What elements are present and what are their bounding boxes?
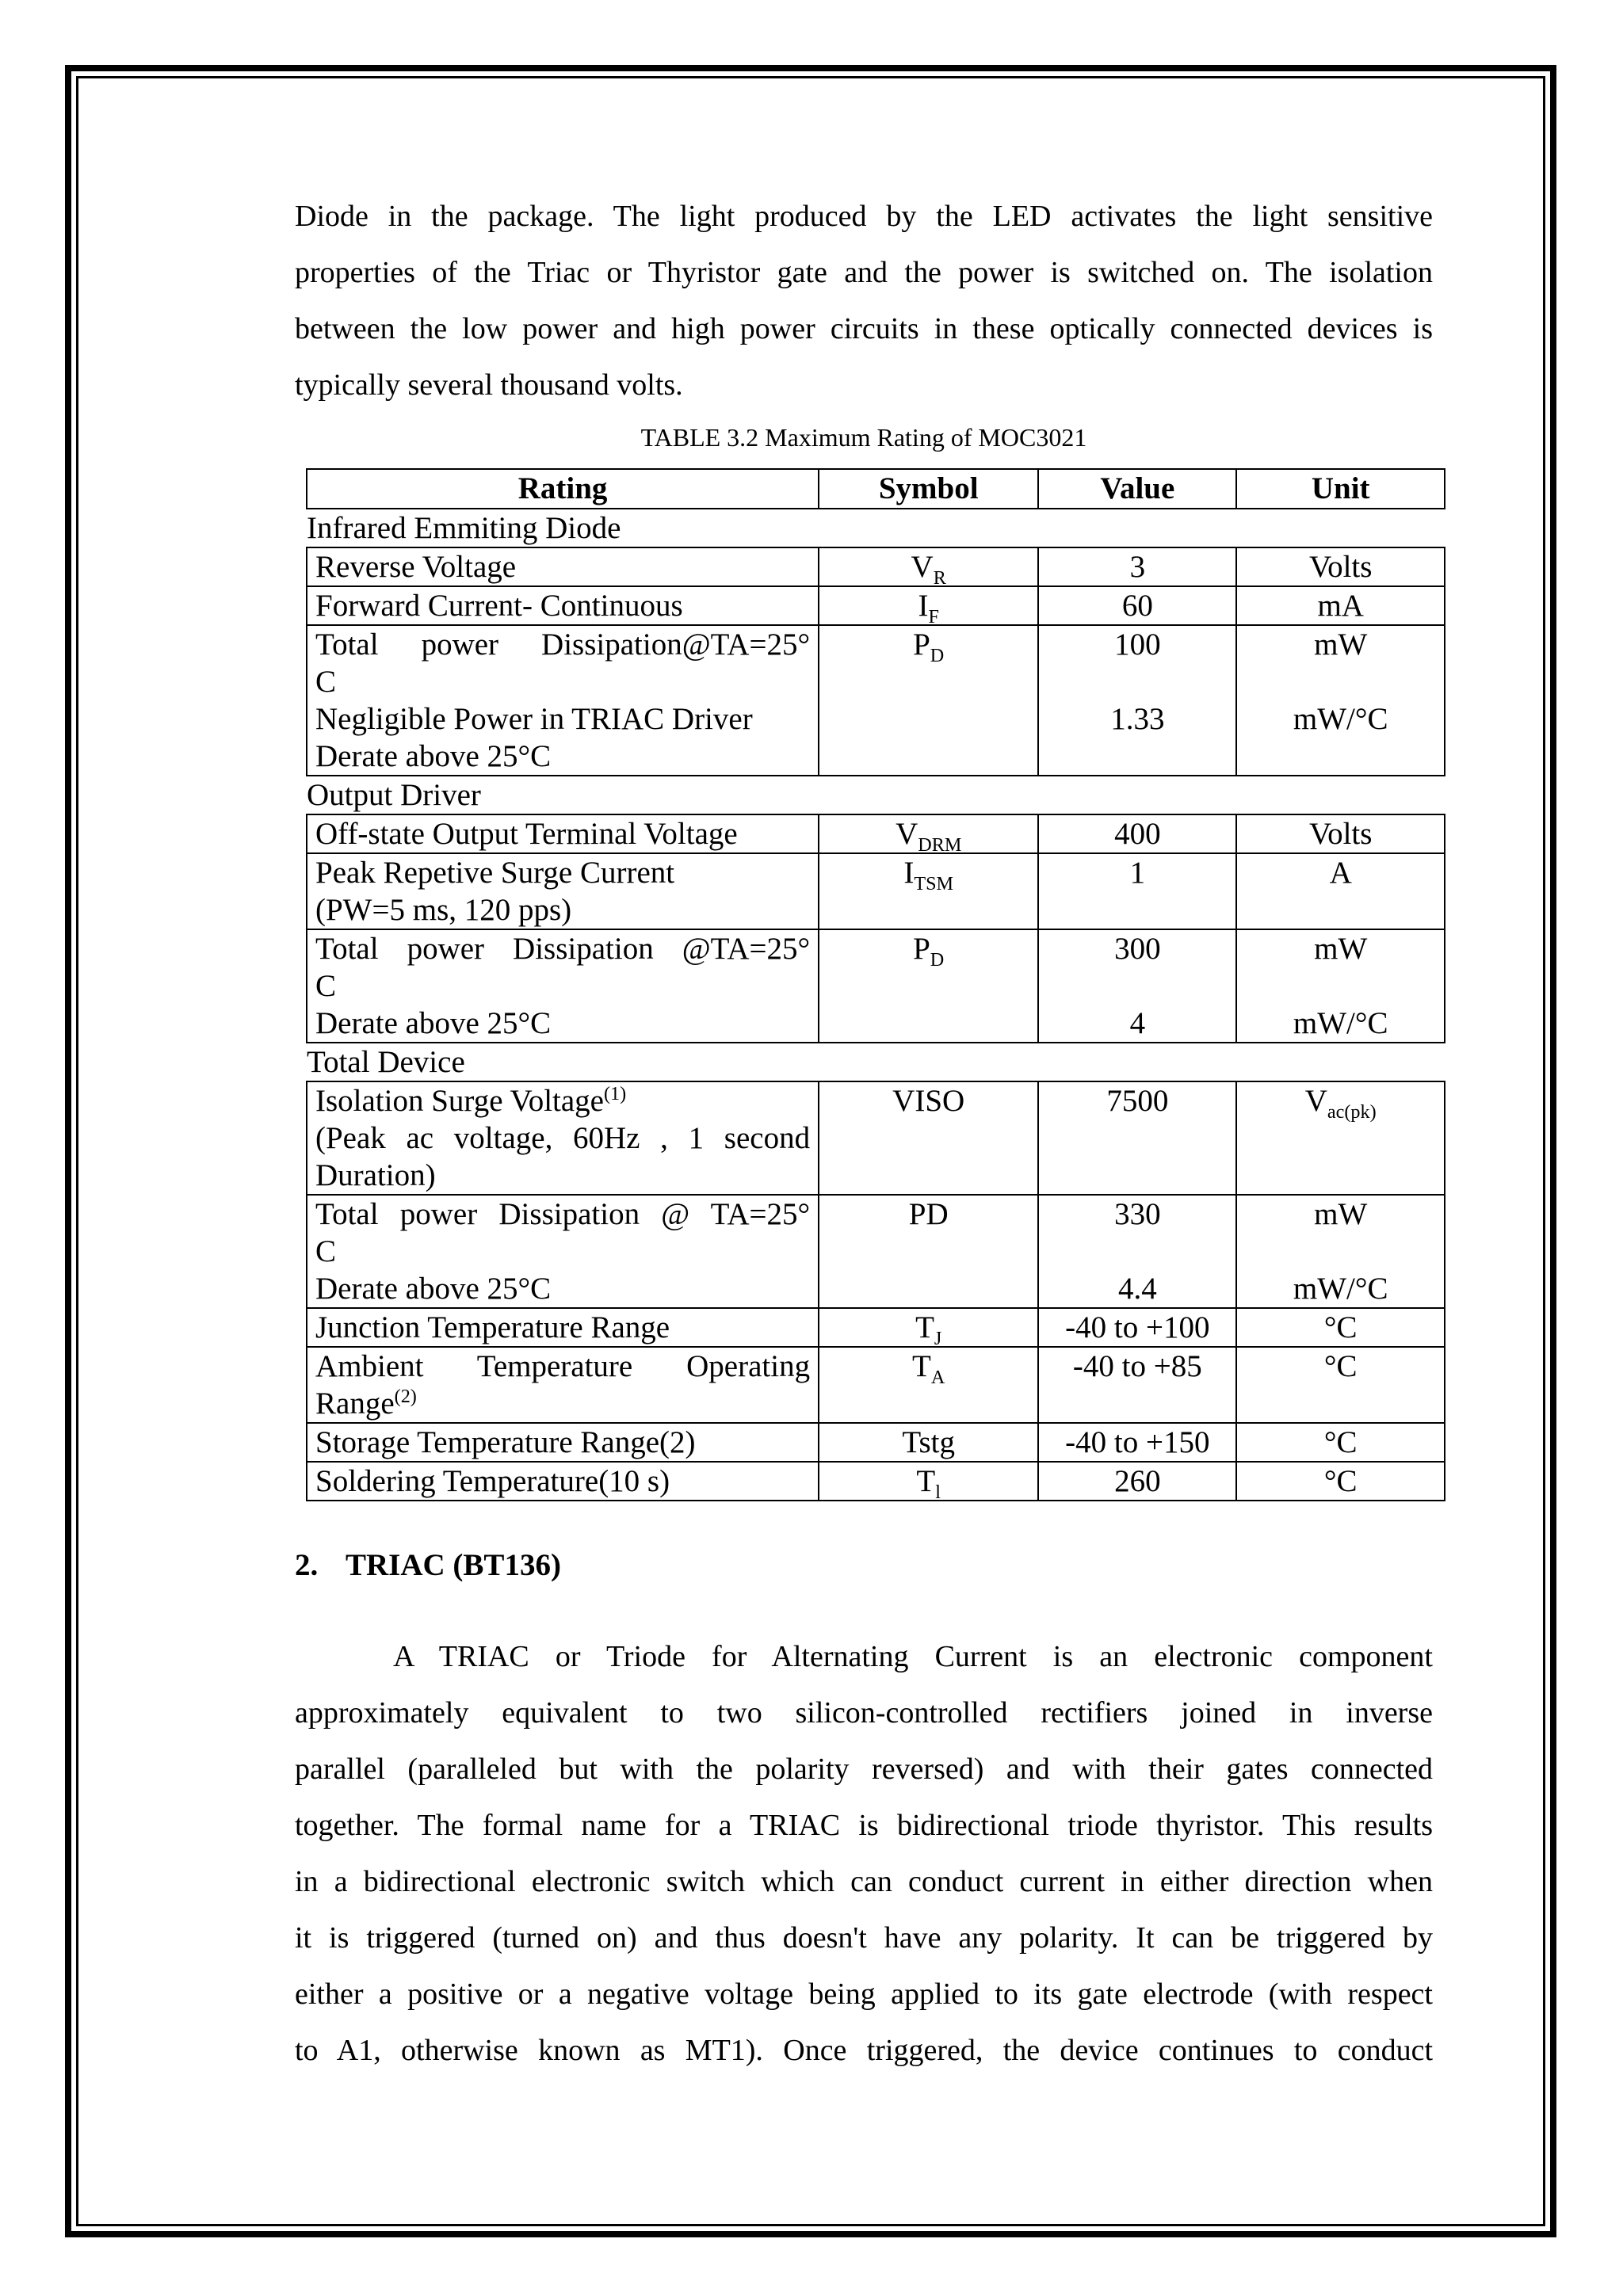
cell-rating: [307, 625, 819, 776]
cell-value: [1038, 1462, 1236, 1501]
symbol-text: Tstg: [902, 1425, 955, 1459]
rating-text: C: [315, 1234, 337, 1268]
value-text: [1047, 1119, 1228, 1157]
unit-line: [1245, 1196, 1436, 1233]
unit-text: °C: [1323, 1349, 1358, 1383]
symbol-subscript: TSM: [914, 872, 954, 894]
value-text: 4.4: [1117, 1272, 1157, 1306]
cell-unit: [1236, 1081, 1445, 1195]
cell-unit: [1236, 814, 1445, 853]
body-line: together. The formal name for a TRIAC is bidirectional triode thyristor. This results: [295, 1809, 1433, 1842]
body-line: A TRIAC or Triode for Alternating Current is an electronic component: [393, 1640, 1433, 1673]
value-text: -40 to +150: [1065, 1425, 1210, 1459]
table-group-title: Infrared Emmiting Diode: [307, 511, 621, 545]
unit-text: °C: [1323, 1310, 1358, 1344]
cell-unit: [1236, 1462, 1445, 1501]
cell-symbol: [819, 547, 1038, 589]
symbol-subscript: D: [930, 644, 945, 666]
rating-text: Total power Dissipation @ TA=25°: [315, 1197, 811, 1231]
cell-rating: [307, 929, 819, 1043]
cell-value: [1038, 1195, 1236, 1308]
symbol-text: PD: [908, 1197, 949, 1231]
rating-line: [315, 663, 810, 700]
unit-line: [1245, 1348, 1436, 1385]
table-row: [307, 929, 1445, 1043]
unit-line: [1245, 815, 1436, 852]
rating-text: Storage Temperature Range(2): [315, 1425, 696, 1459]
value-text: 300: [1114, 932, 1161, 966]
rating-line: [315, 1005, 810, 1042]
unit-line: [1245, 1270, 1436, 1307]
symbol-text: VISO: [892, 1084, 965, 1118]
unit-line: [1245, 1157, 1436, 1194]
unit-line: [1245, 1309, 1436, 1346]
intro-line: typically several thousand volts.: [295, 368, 683, 402]
cell-symbol: [819, 853, 1038, 929]
unit-line: [1245, 1463, 1436, 1500]
value-text: [1047, 663, 1228, 700]
unit-line: [1245, 548, 1436, 585]
cell-symbol: [819, 929, 1038, 1043]
table-caption: TABLE 3.2 Maximum Rating of MOC3021: [640, 423, 1087, 452]
rating-line: [315, 587, 810, 624]
unit-text: mW/°C: [1293, 1006, 1388, 1040]
unit-line: [1245, 1385, 1436, 1422]
unit-line: [1245, 967, 1436, 1005]
rating-text: Total power Dissipation@TA=25°: [315, 627, 811, 662]
table-row: [307, 1308, 1445, 1347]
body-line: either a positive or a negative voltage being applied to its gate electrode (with respect: [295, 1978, 1433, 2011]
table-group-row: [307, 509, 1445, 547]
intro-paragraph: [295, 189, 1433, 414]
unit-line: [1245, 1082, 1436, 1123]
table-row: [307, 1195, 1445, 1308]
rating-footnote: (2): [394, 1386, 417, 1407]
rating-line: [315, 700, 810, 738]
cell-value: [1038, 547, 1236, 586]
rating-text: Duration): [315, 1158, 436, 1192]
rating-text: Peak Repetive Surge Current: [315, 856, 675, 890]
cell-unit: [1236, 586, 1445, 625]
table-row: [307, 1462, 1445, 1501]
unit-text: °C: [1323, 1464, 1358, 1498]
value-text: [1047, 891, 1228, 929]
cell-rating: [307, 547, 819, 586]
intro-line: between the low power and high power circuits in these optically connected devices is: [295, 312, 1433, 345]
symbol-text: P: [913, 932, 930, 966]
symbol-text: T: [915, 1310, 934, 1344]
body-line: to A1, otherwise known as MT1). Once triggered, the device continues to conduct: [295, 2034, 1433, 2067]
symbol-text: I: [903, 856, 915, 890]
unit-text: mW: [1314, 627, 1368, 662]
cell-unit: [1236, 1195, 1445, 1308]
rating-text: Reverse Voltage: [315, 550, 517, 584]
unit-text: °C: [1323, 1425, 1358, 1459]
unit-line: [1245, 930, 1436, 967]
rating-line: [315, 1196, 810, 1233]
unit-text: mW/°C: [1293, 702, 1388, 736]
rating-text: Derate above 25°C: [315, 739, 552, 773]
value-text: -40 to +85: [1072, 1349, 1202, 1383]
unit-line: [1245, 1424, 1436, 1461]
rating-line: [315, 1157, 810, 1194]
cell-value: [1038, 586, 1236, 625]
rating-line: [315, 1385, 810, 1422]
cell-symbol: [819, 625, 1038, 776]
rating-text: (PW=5 ms, 120 pps): [315, 893, 572, 927]
header-unit: Unit: [1236, 469, 1445, 509]
symbol-subscript: J: [934, 1327, 942, 1349]
value-text: [1047, 1157, 1228, 1194]
cell-unit: [1236, 1308, 1445, 1347]
value-text: 1.33: [1110, 702, 1165, 736]
rating-line: [315, 967, 810, 1005]
rating-text: Total power Dissipation @TA=25°: [315, 932, 811, 966]
unit-line: [1245, 1005, 1436, 1042]
unit-text: mW/°C: [1293, 1272, 1388, 1306]
value-text: 60: [1121, 589, 1153, 623]
table-body: [307, 509, 1445, 1501]
rating-text: Derate above 25°C: [315, 1006, 552, 1040]
rating-text: Derate above 25°C: [315, 1272, 552, 1306]
body-line: approximately equivalent to two silicon-controlled rectifiers joined in inverse: [295, 1696, 1433, 1730]
symbol-text: I: [918, 589, 929, 623]
unit-text: A: [1329, 856, 1352, 890]
ratings-table: [306, 468, 1445, 1501]
table-header-row: [307, 469, 1445, 509]
cell-symbol: [819, 1462, 1038, 1501]
cell-rating: [307, 853, 819, 929]
unit-line: [1245, 1233, 1436, 1270]
rating-line: [315, 930, 810, 967]
unit-line: [1245, 663, 1436, 700]
cell-value: [1038, 1308, 1236, 1347]
unit-line: [1245, 587, 1436, 624]
unit-text: V: [1304, 1084, 1327, 1118]
symbol-text: V: [911, 550, 934, 584]
rating-text: Forward Current- Continuous: [315, 589, 683, 623]
symbol-subscript: A: [930, 1366, 945, 1388]
value-text: [1047, 1233, 1228, 1270]
unit-text: mW: [1314, 1197, 1368, 1231]
cell-rating: [307, 1308, 819, 1347]
unit-text: mA: [1317, 589, 1364, 623]
value-text: 400: [1114, 817, 1161, 851]
section-number: 2.: [295, 1548, 319, 1582]
value-text: [1047, 1385, 1228, 1422]
cell-unit: [1236, 853, 1445, 929]
symbol-subscript: DRM: [918, 833, 962, 856]
rating-text: (Peak ac voltage, 60Hz , 1 second: [315, 1121, 811, 1155]
rating-line: [315, 1309, 810, 1346]
value-text: [1047, 738, 1228, 775]
table-row: [307, 586, 1445, 625]
cell-rating: [307, 586, 819, 625]
header-value: Value: [1038, 469, 1236, 509]
cell-symbol: [819, 586, 1038, 625]
symbol-text: T: [916, 1464, 936, 1498]
cell-value: [1038, 929, 1236, 1043]
body-line: it is triggered (turned on) and thus doesn't have any polarity. It can be triggered by: [295, 1921, 1433, 1955]
rating-line: [315, 1119, 810, 1157]
table-row: [307, 1081, 1445, 1195]
symbol-subscript: l: [935, 1481, 941, 1503]
value-text: 7500: [1106, 1084, 1169, 1118]
table-row: [307, 625, 1445, 776]
unit-line: [1245, 700, 1436, 738]
unit-text: Volts: [1308, 817, 1373, 851]
symbol-text: V: [896, 817, 918, 851]
unit-text: Volts: [1308, 550, 1373, 584]
unit-subscript: ac(pk): [1327, 1100, 1377, 1123]
cell-symbol: [819, 1081, 1038, 1195]
cell-symbol: [819, 814, 1038, 856]
rating-text: C: [315, 969, 337, 1003]
rating-line: [315, 1270, 810, 1307]
cell-symbol: [819, 1423, 1038, 1462]
unit-line: [1245, 1119, 1436, 1157]
cell-value: [1038, 1347, 1236, 1423]
cell-unit: [1236, 929, 1445, 1043]
table-row: [307, 814, 1445, 853]
rating-line: [315, 548, 810, 585]
unit-text: mW: [1314, 932, 1368, 966]
symbol-text: T: [912, 1349, 931, 1383]
cell-symbol: [819, 1308, 1038, 1347]
rating-line: [315, 1424, 810, 1461]
table-group-title: Output Driver: [307, 778, 481, 812]
symbol-text: P: [913, 627, 930, 662]
symbol-subscript: R: [933, 566, 946, 589]
unit-line: [1245, 626, 1436, 663]
value-text: 4: [1129, 1006, 1146, 1040]
value-text: [1047, 967, 1228, 1005]
table-group-row: [307, 776, 1445, 814]
cell-rating: [307, 814, 819, 853]
rating-text: Negligible Power in TRIAC Driver: [315, 702, 753, 736]
cell-unit: [1236, 1423, 1445, 1462]
cell-value: [1038, 625, 1236, 776]
unit-line: [1245, 854, 1436, 891]
rating-footnote: (1): [604, 1083, 627, 1104]
rating-line: [315, 815, 810, 852]
table-group-row: [307, 1043, 1445, 1081]
rating-line: [315, 738, 810, 775]
rating-text: Off-state Output Terminal Voltage: [315, 817, 738, 851]
value-text: 100: [1114, 627, 1161, 662]
cell-value: [1038, 853, 1236, 929]
rating-line: [315, 854, 810, 891]
rating-text: Soldering Temperature(10 s): [315, 1464, 670, 1498]
cell-rating: [307, 1195, 819, 1308]
cell-rating: [307, 1462, 819, 1501]
value-text: 330: [1114, 1197, 1161, 1231]
table-row: [307, 853, 1445, 929]
table-row: [307, 1423, 1445, 1462]
section-heading: [295, 1546, 561, 1585]
table-row: [307, 547, 1445, 586]
section-title: TRIAC (BT136): [346, 1548, 561, 1582]
value-text: 1: [1129, 856, 1146, 890]
rating-text: Isolation Surge Voltage: [315, 1084, 604, 1118]
cell-value: [1038, 1423, 1236, 1462]
rating-text: Ambient Temperature Operating: [315, 1349, 811, 1383]
table-group-title: Total Device: [307, 1045, 465, 1079]
rating-line: [315, 1082, 810, 1119]
unit-line: [1245, 891, 1436, 929]
intro-line: properties of the Triac or Thyristor gate and the power is switched on. The isolation: [295, 256, 1433, 289]
rating-text: C: [315, 665, 337, 699]
rating-text: Range: [315, 1386, 395, 1421]
cell-rating: [307, 1081, 819, 1195]
cell-value: [1038, 814, 1236, 853]
body-line: in a bidirectional electronic switch which can conduct current in either direction when: [295, 1865, 1433, 1898]
header-rating: Rating: [307, 469, 819, 509]
intro-line: Diode in the package. The light produced by the LED activates the light sensitive: [295, 200, 1433, 233]
cell-symbol: [819, 1347, 1038, 1423]
cell-rating: [307, 1423, 819, 1462]
cell-rating: [307, 1347, 819, 1423]
rating-line: [315, 626, 810, 663]
rating-line: [315, 1463, 810, 1500]
value-text: 260: [1114, 1464, 1161, 1498]
value-text: 3: [1129, 550, 1146, 584]
header-symbol: Symbol: [819, 469, 1038, 509]
rating-line: [315, 891, 810, 929]
value-text: -40 to +100: [1065, 1310, 1210, 1344]
rating-line: [315, 1348, 810, 1385]
table-row: [307, 1347, 1445, 1423]
symbol-subscript: F: [928, 605, 939, 627]
rating-line: [315, 1233, 810, 1270]
cell-symbol: [819, 1195, 1038, 1308]
cell-unit: [1236, 547, 1445, 586]
triac-paragraph: [295, 1629, 1433, 2079]
rating-text: Junction Temperature Range: [315, 1310, 670, 1344]
body-line: parallel (paralleled but with the polarity reversed) and with their gates connected: [295, 1753, 1433, 1786]
cell-unit: [1236, 1347, 1445, 1423]
symbol-subscript: D: [930, 948, 945, 971]
cell-value: [1038, 1081, 1236, 1195]
unit-line: [1245, 738, 1436, 775]
cell-unit: [1236, 625, 1445, 776]
